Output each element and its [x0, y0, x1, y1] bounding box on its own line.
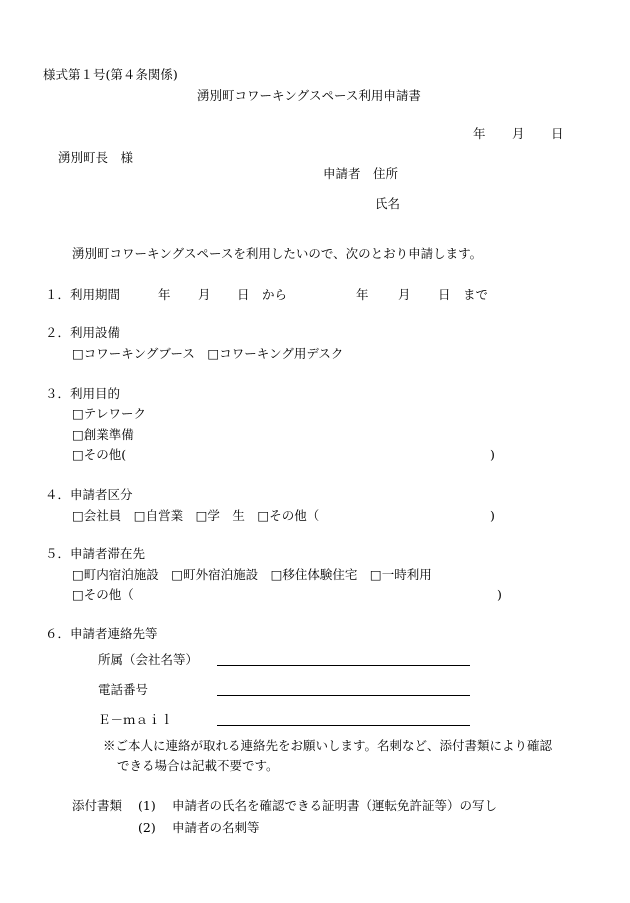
intro-text: 湧別町コワーキングスペースを利用したいので、次のとおり申請します。 — [72, 246, 483, 261]
form-number: 様式第１号(第４条関係) — [43, 67, 178, 82]
period-to-year: 年 — [356, 287, 369, 302]
category-other-close-paren: ) — [490, 508, 495, 523]
stay-options[interactable]: □町内宿泊施設 □町外宿泊施設 □移住体験住宅 □一時利用 — [72, 567, 432, 582]
stay-other-close-paren: ) — [497, 587, 502, 602]
attachments-label: 添付書類 — [72, 798, 123, 813]
period-from-month: 月 — [198, 287, 211, 302]
contact-note-line1: ※ご本人に連絡が取れる連絡先をお願いします。名刺など、添付書類により確認 — [103, 738, 553, 753]
stay-other-option[interactable]: □その他（ — [72, 587, 134, 602]
section4-heading: ４．申請者区分 — [45, 487, 133, 502]
section6-heading: ６．申請者連絡先等 — [45, 626, 158, 641]
period-to-day: 日 まで — [438, 287, 489, 302]
section5-heading: ５．申請者滞在先 — [45, 546, 146, 561]
purpose-other-close-paren: ) — [490, 447, 495, 462]
affiliation-label: 所属（会社名等） — [98, 652, 199, 667]
date-day-label: 日 — [551, 126, 564, 141]
email-field[interactable] — [217, 725, 470, 726]
section1-heading: １．利用期間 — [45, 287, 121, 302]
attachment1-number: (1) — [138, 798, 156, 813]
applicant-category-options[interactable]: □会社員 □自営業 □学 生 □その他（ — [72, 508, 320, 523]
date-month-label: 月 — [512, 126, 525, 141]
phone-label: 電話番号 — [98, 682, 149, 697]
form-title: 湧別町コワーキングスペース利用申請書 — [197, 88, 421, 103]
attachment2-number: (2) — [138, 820, 156, 835]
attachment1-text: 申請者の氏名を確認できる証明書（運転免許証等）の写し — [172, 798, 498, 813]
contact-note-line2: できる場合は記載不要です。 — [117, 758, 279, 773]
attachment2-text: 申請者の名刺等 — [172, 820, 260, 835]
date-year-label: 年 — [473, 126, 486, 141]
period-from-year: 年 — [158, 287, 171, 302]
phone-field[interactable] — [217, 695, 470, 696]
addressee: 湧別町長 様 — [58, 150, 134, 165]
purpose-startup-option[interactable]: □創業準備 — [72, 427, 134, 442]
section3-heading: ３．利用目的 — [45, 386, 121, 401]
affiliation-field[interactable] — [217, 665, 470, 666]
applicant-address-label: 申請者 住所 — [323, 166, 399, 181]
period-to-month: 月 — [398, 287, 411, 302]
section2-heading: ２．利用設備 — [45, 325, 121, 340]
period-from-day: 日 から — [237, 287, 288, 302]
email-label: Ｅ－ｍａｉｌ — [98, 712, 174, 727]
applicant-name-label: 氏名 — [375, 196, 401, 211]
purpose-telework-option[interactable]: □テレワーク — [72, 406, 147, 421]
facility-options[interactable]: □コワーキングブース □コワーキング用デスク — [72, 346, 344, 361]
purpose-other-option[interactable]: □その他( — [72, 447, 127, 462]
